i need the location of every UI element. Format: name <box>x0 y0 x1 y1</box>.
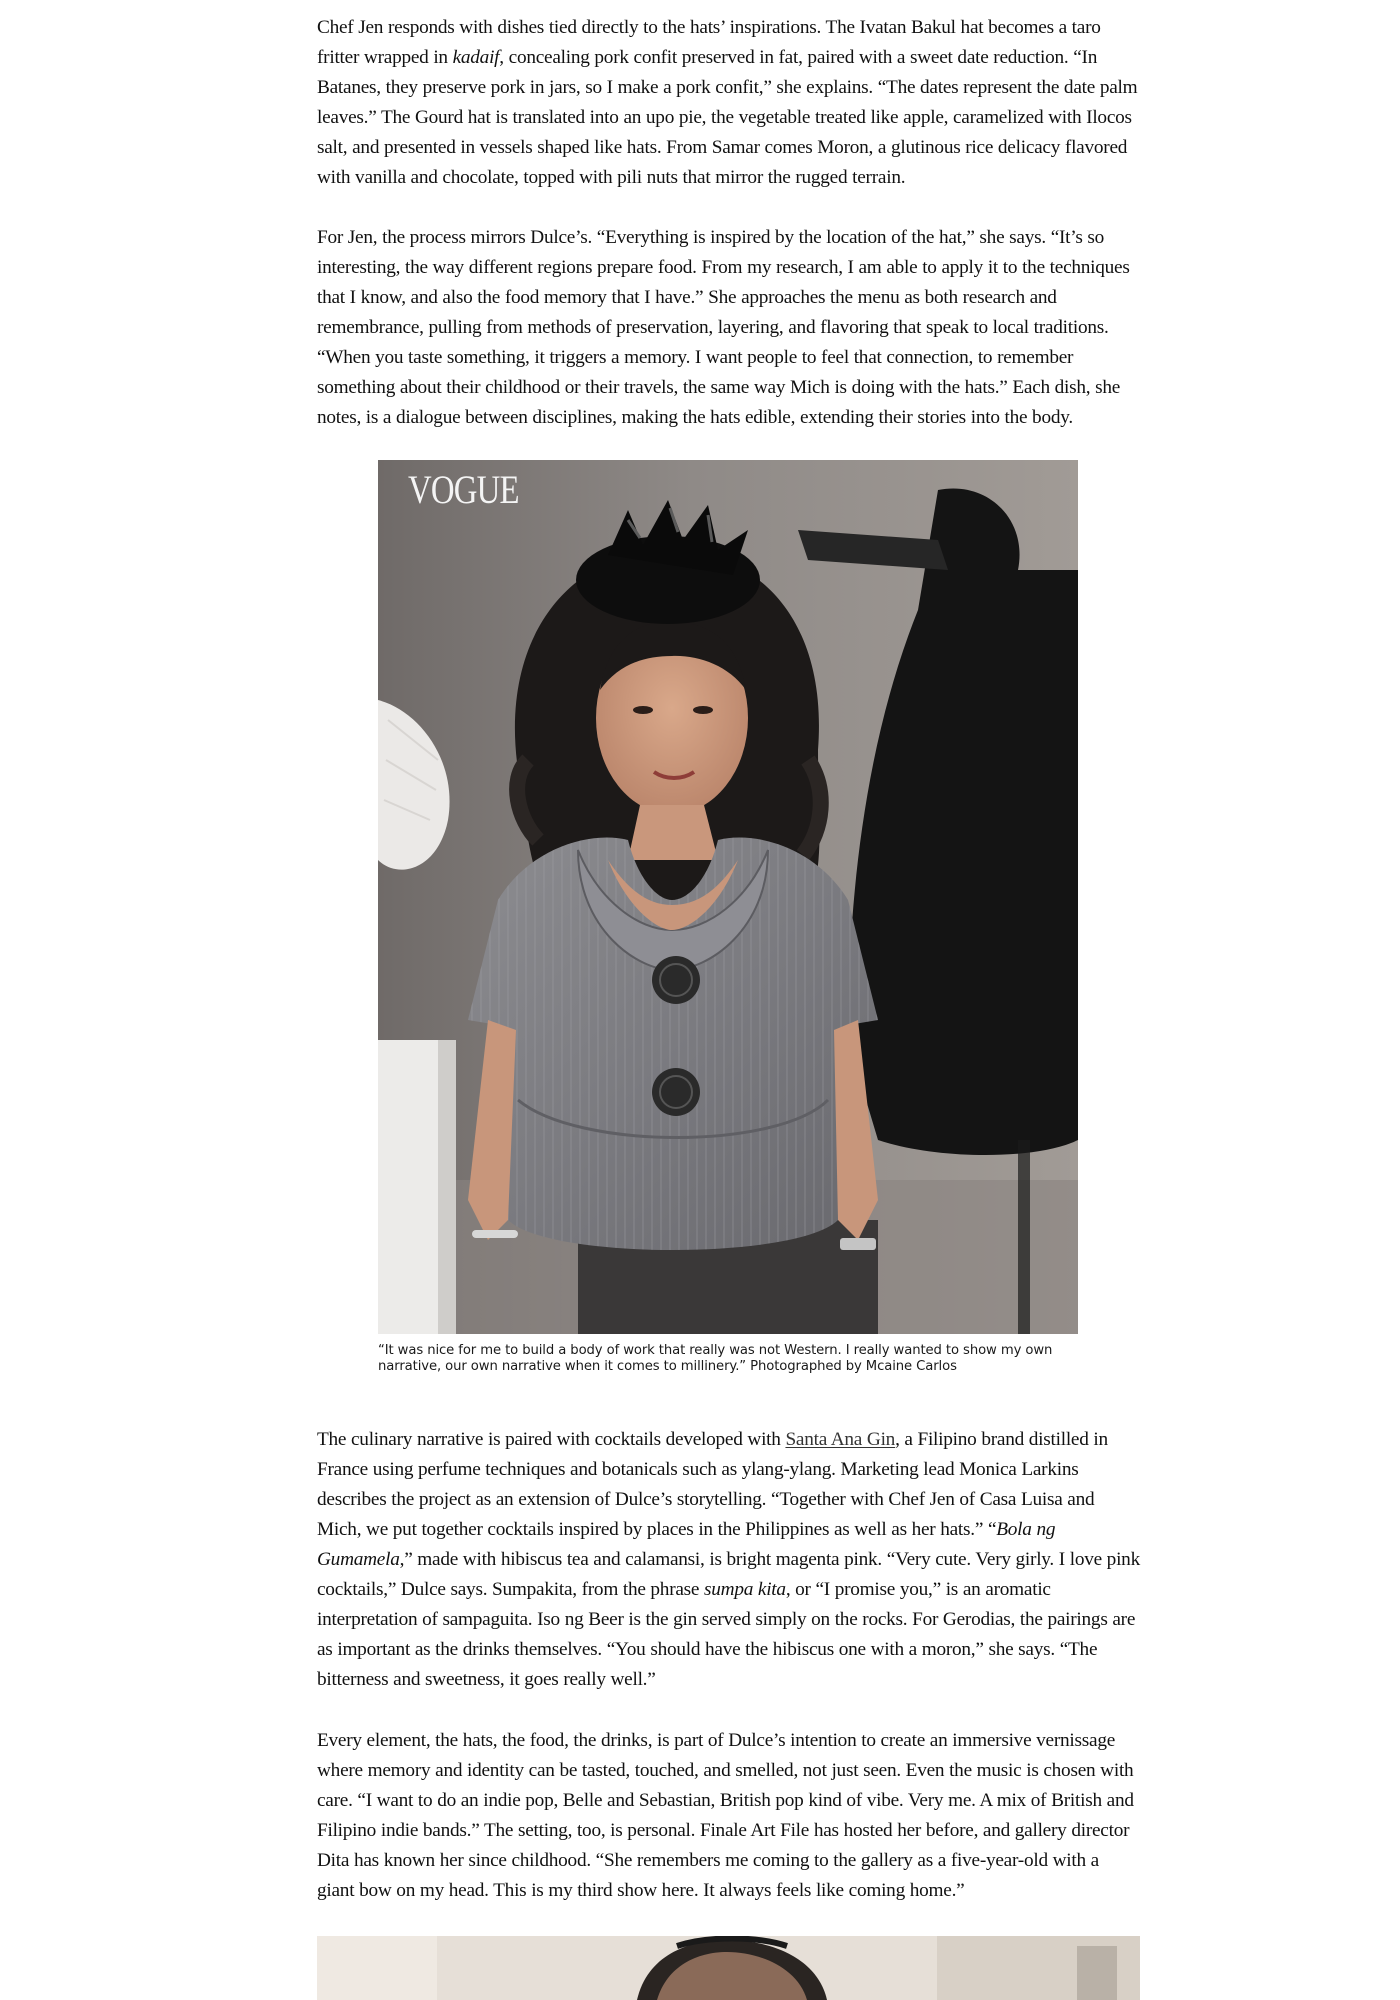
paragraph-text: , concealing pork confit preserved in fat, paired with a sweet date reduction. “In Batanes, they preserve pork in jars, so I make a pork confit,” she explains. “The dates represent the date palm leaves.” The Gourd hat is translated into an upo pie, the vegetable treated like apple, caramelized with Ilocos salt, and presented in vessels shaped like hats. From Samar comes Moron, a glutinous rice delicacy flavored with vanilla and chocolate, topped with pili nuts that mirror the rugged terrain. <box>317 47 1138 188</box>
photo-caption: “It was nice for me to build a body of work that really was not Western. I really wanted to show my own narrative, our own narrative when it comes to millinery.” Photographed by Mcaine Carlos <box>378 1343 1053 1374</box>
article-paragraph-1 <box>317 13 1140 193</box>
paragraph-text: The culinary narrative is paired with cocktails developed with <box>317 1429 786 1450</box>
vogue-watermark: VOGUE <box>408 467 519 512</box>
article-paragraph-4 <box>317 1726 1140 1906</box>
article-paragraph-2 <box>317 223 1140 433</box>
next-photo <box>317 1936 1140 2000</box>
paragraph-text: Chef Jen responds with dishes tied directly to the hats’ inspirations. The Ivatan Bakul hat becomes a taro fritter wrapped in <box>317 17 1101 68</box>
next-photo-illustration <box>317 1936 1140 2000</box>
paragraph-text: , or “I promise you,” is an aromatic interpretation of sampaguita. Iso ng Beer is the gin served simply on the rocks. For Gerodias, the pairings are as important as the drinks themselves. “You should have the hibiscus one with a moron,” she says. “The bitterness and sweetness, it goes really well.” <box>317 1579 1136 1690</box>
paragraph-text: , a Filipino brand distilled in France using perfume techniques and botanicals such as ylang-ylang. Marketing lead Monica Larkins describes the project as an extension of Dulce’s storytelling. “Together with Chef Jen of Casa Luisa and Mich, we put together cocktails inspired by places in the Philippines as well as her hats.” “ <box>317 1429 1108 1540</box>
santa-ana-gin-link[interactable]: Santa Ana Gin <box>785 1429 896 1450</box>
paragraph-text: ,” made with hibiscus tea and calamansi, is bright magenta pink. “Very cute. Very girly. I love pink cocktails,” Dulce says. Sumpakita, from the phrase <box>317 1549 1140 1600</box>
paragraph-text: For Jen, the process mirrors Dulce’s. “Everything is inspired by the location of the hat,” she says. “It’s so interesting, the way different regions prepare food. From my research, I am able to apply it to the techniques that I know, and also the food memory that I have.” She approaches the menu as both research and remembrance, pulling from methods of preservation, layering, and flavoring that speak to local traditions. “When you taste something, it triggers a memory. I want people to feel that connection, to remember something about their childhood or their travels, the same way Mich is doing with the hats.” Each dish, she notes, is a dialogue between disciplines, making the hats edible, extending their stories into the body. <box>317 227 1130 428</box>
portrait-photo <box>378 460 1078 1334</box>
article-paragraph-3 <box>317 1425 1140 1695</box>
portrait-illustration <box>378 460 1078 1334</box>
italic-term-kadaif: kadaif <box>452 47 500 68</box>
italic-term-sumpa-kita: sumpa kita <box>704 1579 786 1600</box>
italic-term-bola-ng-gumamela: Bola ng Gumamela <box>317 1519 1056 1570</box>
article-figure <box>378 460 1078 1375</box>
paragraph-text: Every element, the hats, the food, the drinks, is part of Dulce’s intention to create an immersive vernissage where memory and identity can be tasted, touched, and smelled, not just seen. Even the music is chosen with care. “I want to do an indie pop, Belle and Sebastian, British pop kind of vibe. Very me. A mix of British and Filipino indie bands.” The setting, too, is personal. Finale Art File has hosted her before, and gallery director Dita has known her since childhood. “She remembers me coming to the gallery as a five-year-old with a giant bow on my head. This is my third show here. It always feels like coming home.” <box>317 1730 1134 1901</box>
